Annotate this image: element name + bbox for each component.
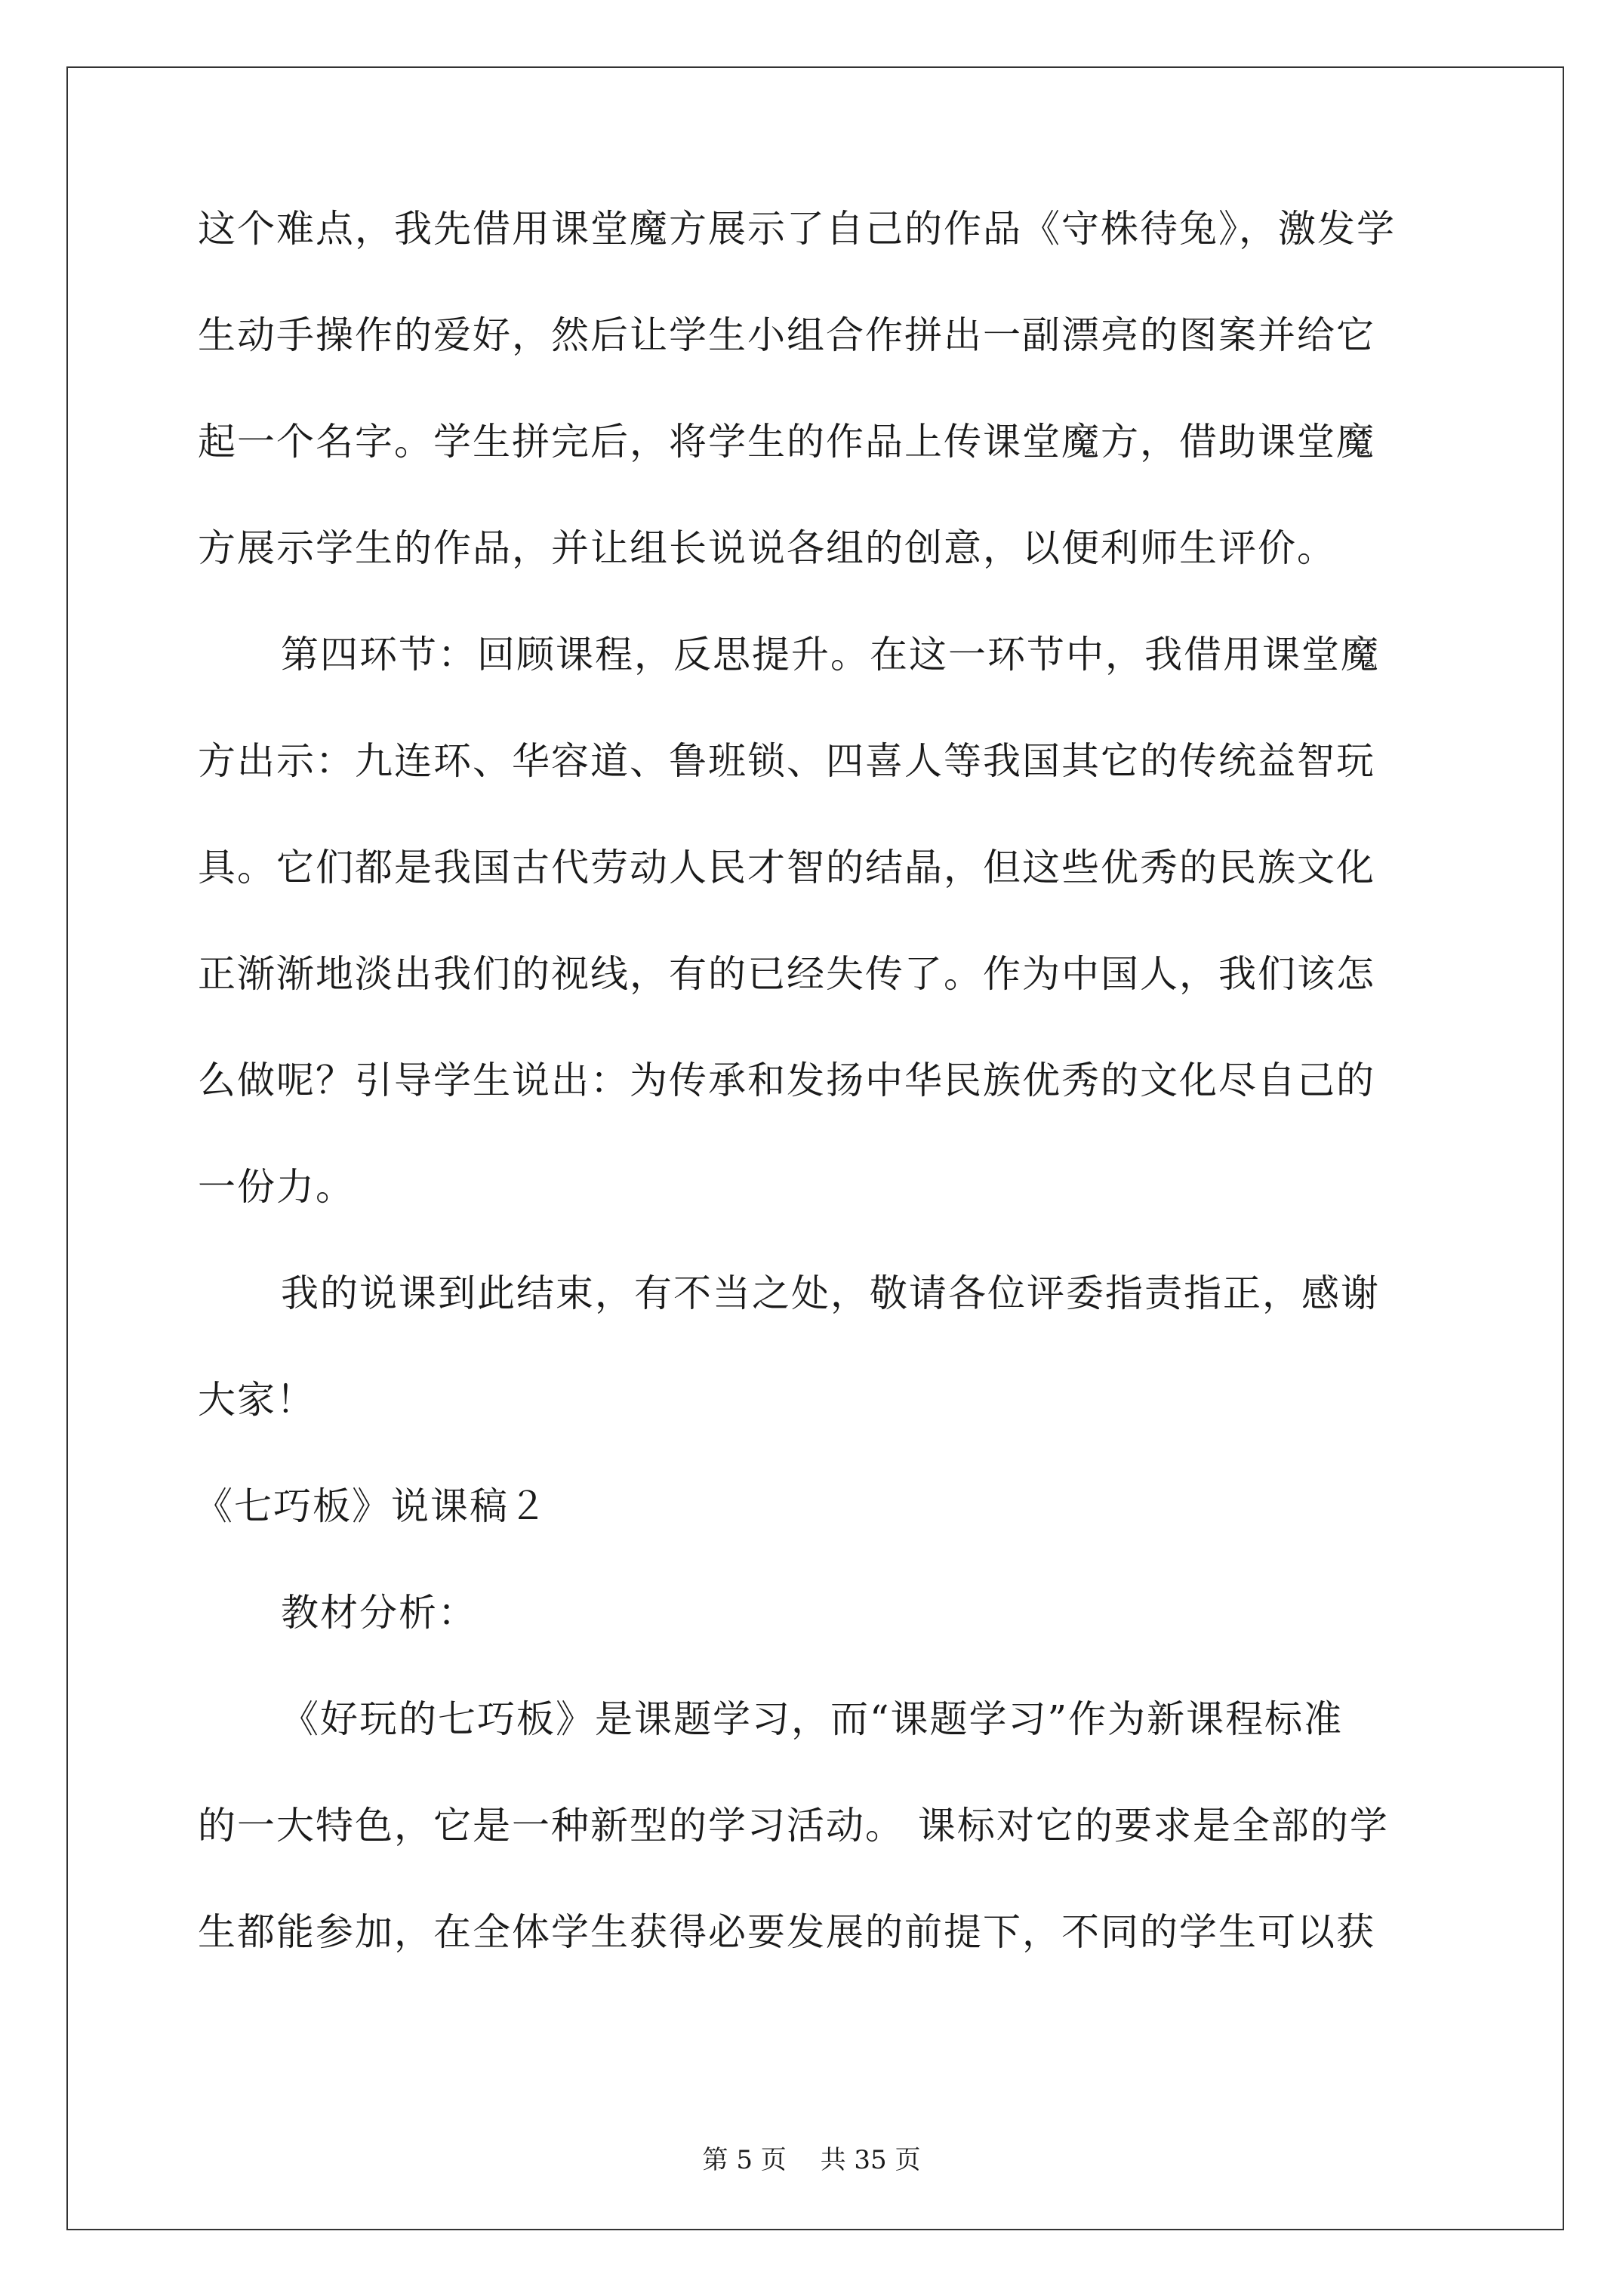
text-line: 这个难点，我先借用课堂魔方展示了自己的作品《守株待兔》，激发学 — [198, 207, 1396, 251]
text-line: 正渐渐地淡出我们的视线，有的已经失传了。作为中国人，我们该怎 — [198, 952, 1375, 996]
section-title: 《七巧板》说课稿２ — [195, 1484, 548, 1528]
page-footer: 第 5 页 共 35 页 — [702, 2145, 921, 2175]
subheading: 教材分析： — [281, 1591, 477, 1635]
text-line: 《好玩的七巧板》是课题学习，而“课题学习”作为新课程标准 — [281, 1697, 1344, 1741]
text-line: 的一大特色，它是一种新型的学习活动。 课标对它的要求是全部的学 — [198, 1804, 1389, 1848]
text-line: 一份力。 — [198, 1165, 355, 1209]
text-line: 大家！ — [198, 1378, 316, 1422]
text-line: 我的说课到此结束，有不当之处，敬请各位评委指责指正，感谢 — [281, 1271, 1380, 1315]
text-line: 具。它们都是我国古代劳动人民才智的结晶，但这些优秀的民族文化 — [198, 846, 1375, 889]
text-line: 生动手操作的爱好，然后让学生小组合作拼出一副漂亮的图案并给它 — [198, 313, 1375, 357]
document-body — [195, 207, 1436, 2020]
text-line: 生都能参加，在全体学生获得必要发展的前提下，不同的学生可以获 — [198, 1910, 1375, 1954]
text-line: 么做呢？引导学生说出：为传承和发扬中华民族优秀的文化尽自己的 — [198, 1059, 1375, 1102]
text-line: 方出示：九连环、华容道、鲁班锁、四喜人等我国其它的传统益智玩 — [198, 739, 1375, 783]
text-line: 方展示学生的作品，并让组长说说各组的创意，以便利师生评价。 — [198, 526, 1336, 570]
text-line: 第四环节：回顾课程，反思提升。在这一环节中，我借用课堂魔 — [281, 633, 1380, 676]
text-line: 起一个名字。学生拼完后，将学生的作品上传课堂魔方，借助课堂魔 — [198, 420, 1375, 464]
